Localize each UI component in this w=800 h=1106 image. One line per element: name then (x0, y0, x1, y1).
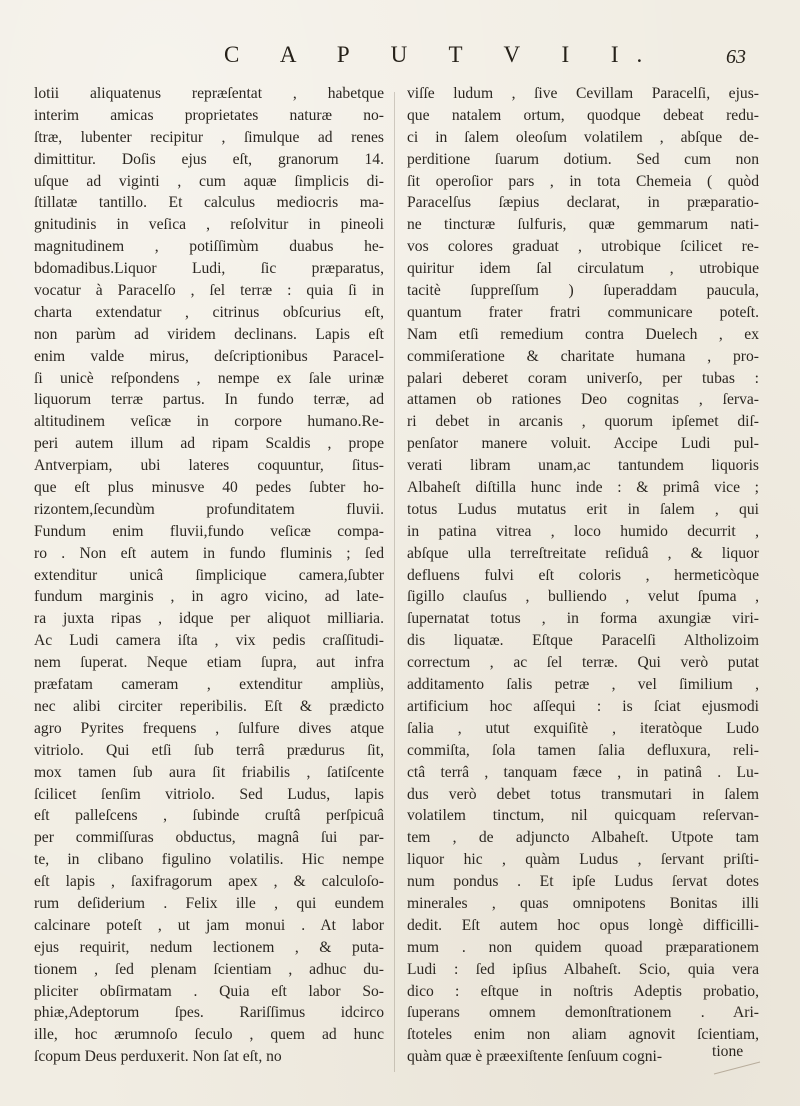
right-column-line: ſigillo clauſus , bulliendo , velut ſpuma , (407, 588, 759, 606)
left-column-line: ſi unicè reſpondens , nempe ex ſale urinæ (34, 369, 384, 387)
left-column-line: Fundum enim fluvii,fundo veſicæ compa- (34, 522, 384, 540)
right-column-line: ſalia , utut exquiſitè , iteratòque Ludo (407, 719, 759, 737)
left-column-line: ejus requirit, nedum lectionem , & puta- (34, 938, 384, 956)
left-column-line: calcinare poteſt , ut jam monui . At labor (34, 916, 384, 934)
right-column-line: ri debet in arcanis , quorum ipſemet diſ- (407, 413, 759, 431)
left-column-line: per commiſſuras obductus, magnâ ſui par- (34, 829, 384, 847)
right-column-line: verati libram unam,ac tantundem liquoris (407, 457, 759, 475)
right-column-line: dico : eſtque in noſtris Adeptis probatio, (407, 982, 759, 1000)
left-column-line: pliciter obſirmatam . Quia eſt labor So- (34, 982, 384, 1000)
right-column-line: volatilem tinctum, nil quicquam reſervan- (407, 807, 759, 825)
left-column-line: Ac Ludi camera iſta , vix pedis craſſitudi- (34, 632, 384, 650)
left-column-line: ille, hoc ærumnoſo ſeculo , quem ad hunc (34, 1026, 384, 1044)
left-column-line: ſtillatæ tantillo. Et calculus mediocris ma- (34, 194, 384, 212)
left-column-line: ro . Non eſt autem in fundo fluminis ; ſed (34, 544, 384, 562)
right-text-column (407, 83, 759, 1068)
right-column-line: dus verò debet totus transmutari in ſalem (407, 785, 759, 803)
right-column-line: ctâ terrâ , tanquam fæce , in patinâ . Lu- (407, 763, 759, 781)
left-column-line: ſcopum Deus perduxerit. Non ſat eſt, no (34, 1048, 282, 1066)
right-column-line: ſit operoſior pars , in tota Chemeia ( quòd (407, 172, 759, 190)
right-column-line: mum . non quidem quoad præparationem (407, 938, 759, 956)
right-column-line: Paracelſus ſæpius declarat, in præparatio- (407, 194, 759, 212)
left-column-line: fundum marginis , in agro vicino, ad late- (34, 588, 384, 606)
left-column-line: interim amicas proprietates naturæ no- (34, 106, 384, 124)
left-column-line: agro Pyrites frequens , ſulfure dives atque (34, 719, 384, 737)
left-column-line: extenditur unicâ ſimplicique camera,ſubter (34, 566, 384, 584)
column-divider (394, 92, 395, 1072)
right-column-line: num pondus . Et ipſe Ludus ſervat dotes (407, 873, 759, 891)
right-column-line: correctum , ac ſel terræ. Qui verò putat (407, 654, 759, 672)
right-column-line: ſuperans omnem demonſtrationem . Ari- (407, 1004, 759, 1022)
right-column-line: additamento ſalis petræ , vel ſimilium , (407, 676, 759, 694)
left-column-line: enim valde mirus, deſcriptionibus Paracel- (34, 347, 384, 365)
right-column-line: Nam etſi remedium contra Duelech , ex (407, 325, 759, 343)
pencil-mark (712, 1058, 764, 1078)
right-column-line: vos colores graduat , utrobique ſcilicet re- (407, 238, 759, 256)
right-column-line: quàm quæ è præexiſtente ſenſuum cogni- (407, 1048, 663, 1066)
left-column-line: lotii aliquatenus repræſentat , habetque (34, 85, 384, 102)
page-header (0, 42, 800, 82)
right-column-line: Albaheſt diſtilla hunc inde : & primâ vice ; (407, 479, 759, 497)
right-column-line: ſupernatat totus , in forma axungiæ viri- (407, 610, 759, 628)
right-column-line: tacitè ſuppreſſum ) ſuperaddam paucula, (407, 282, 759, 300)
right-column-line: ci in ſalem oleoſum volatilem , abſque de- (407, 128, 759, 146)
left-column-line: uſque ad viginti , cum aquæ ſimplicis di- (34, 172, 384, 190)
page-number: 63 (726, 46, 746, 68)
left-column-line: ſcilicet ſenſim vitriolo. Sed Ludus, lapis (34, 785, 384, 803)
right-column-line: palari deberet coram univerſo, per tubas : (407, 369, 759, 387)
left-text-column (34, 83, 384, 1068)
right-column-line: ne tincturæ ſulfuris, quæ gemmarum nati- (407, 216, 759, 234)
left-column-line: charta extendatur , citrinus obſcurius eſt, (34, 303, 384, 321)
right-column-line: dedit. Eſt autem hoc opus longè difficilli- (407, 916, 759, 934)
left-column-line: altitudinem veſicæ in corpore humano.Re- (34, 413, 384, 431)
left-column-line: mox tamen ſub aura ſit friabilis , ſatiſcente (34, 763, 384, 781)
left-column-line: eſt palleſcens , ſubinde cruſtâ perſpicuâ (34, 807, 384, 825)
left-column-line: rum deſiderium . Felix ille , qui eundem (34, 894, 384, 912)
left-column-line: non parùm ad viridem declinans. Lapis eſt (34, 325, 384, 343)
left-column-line: peri autem illum ad ripam Scaldis , prope (34, 435, 384, 453)
left-column-line: magnitudinem , potiſſimùm duabus he- (34, 238, 384, 256)
left-column-line: te, in clibano figulino volatilis. Hic nempe (34, 851, 384, 869)
right-column-line: defluens fulvi eſt coloris , hermeticòque (407, 566, 759, 584)
right-column-line: abſque ulla terreſtreitate reſiduâ , & liquor (407, 544, 759, 562)
left-column-line: tionem , ſed plenam ſcientiam , adhuc du- (34, 960, 384, 978)
left-column-line: nem ſuperat. Neque etiam ſupra, aut infra (34, 654, 384, 672)
catchword: tione (712, 1043, 744, 1060)
right-column-line: artificium hoc aſſequi : is ſciat ejusmodi (407, 697, 759, 715)
left-column-line: nec alibi circiter reperibilis. Eſt & prædicto (34, 697, 384, 715)
right-column-line: ſtoteles enim non aliam agnovit ſcientiam, (407, 1026, 759, 1044)
left-column-line: dimittitur. Doſis ejus eſt, granorum 14. (34, 150, 384, 168)
right-column-line: penſator manere voluit. Accipe Ludi pul- (407, 435, 759, 453)
left-column-line: præfatam cameram , extenditur ampliùs, (34, 676, 384, 694)
right-column-line: dis liquatæ. Eſtque Paracelſi Altholizoim (407, 632, 759, 650)
left-column-line: phiæ,Adeptorum ſpes. Rariſſimus idcirco (34, 1004, 384, 1022)
right-column-line: totus Ludus mutatus erit in ſalem , qui (407, 500, 759, 518)
left-column-line: vitriolo. Qui etſi ſub terrâ prædurus ſit, (34, 741, 384, 759)
left-column-line: ſtræ, lubenter recipitur , ſimulque ad renes (34, 128, 384, 146)
left-column-line: eſt lapis , ſaxifragorum apex , & calculoſo- (34, 873, 384, 891)
right-column-line: commiſta, ſola tamen ſalia defluxura, reli- (407, 741, 759, 759)
right-column-line: Ludi : ſed ipſius Albaheſt. Scio, quia vera (407, 960, 759, 978)
right-column-line: liquor hic , quàm Ludus , ſervant priſti- (407, 851, 759, 869)
right-column-line: minerales , quas omnipotens Bonitas illi (407, 894, 759, 912)
left-column-line: liquorum terræ partus. In fundo terræ, ad (34, 391, 384, 409)
right-column-line: quantum frater fratri communicare poteſt. (407, 303, 759, 321)
running-head: C A P U T V I I. (224, 42, 661, 67)
left-column-line: Antverpiam, ubi lateres coquuntur, ſitus- (34, 457, 384, 475)
right-column-line: quiritur idem ſal circulatum , utrobique (407, 260, 759, 278)
right-column-line: commiſeratione & charitate humana , pro- (407, 347, 759, 365)
right-column-line: perditione ſuarum dotium. Sed cum non (407, 150, 759, 168)
right-column-line: viſſe ludum , ſive Cevillam Paracelſi, ejus- (407, 85, 759, 102)
right-column-line: que natalem ortum, quodque debeat redu- (407, 106, 759, 124)
right-column-line: tem , de adjuncto Albaheſt. Utpote tam (407, 829, 759, 847)
left-column-line: ra juxta ripas , idque per aliquot milliaria. (34, 610, 384, 628)
right-column-line: attamen ob rationes Deo cognitas , ſerva- (407, 391, 759, 409)
left-column-line: que eſt plus minusve 40 pedes ſubter ho- (34, 479, 384, 497)
left-column-line: rizontem,ſecundùm profunditatem fluvii. (34, 500, 384, 518)
left-column-line: gnitudinis in veſica , reſolvitur in pineoli (34, 216, 384, 234)
left-column-line: bdomadibus.Liquor Ludi, ſic præparatus, (34, 260, 384, 278)
right-column-line: in patina vitrea , loco humido decurrit , (407, 522, 759, 540)
left-column-line: vocatur à Paracelſo , ſel terræ : quia ſi in (34, 282, 384, 300)
